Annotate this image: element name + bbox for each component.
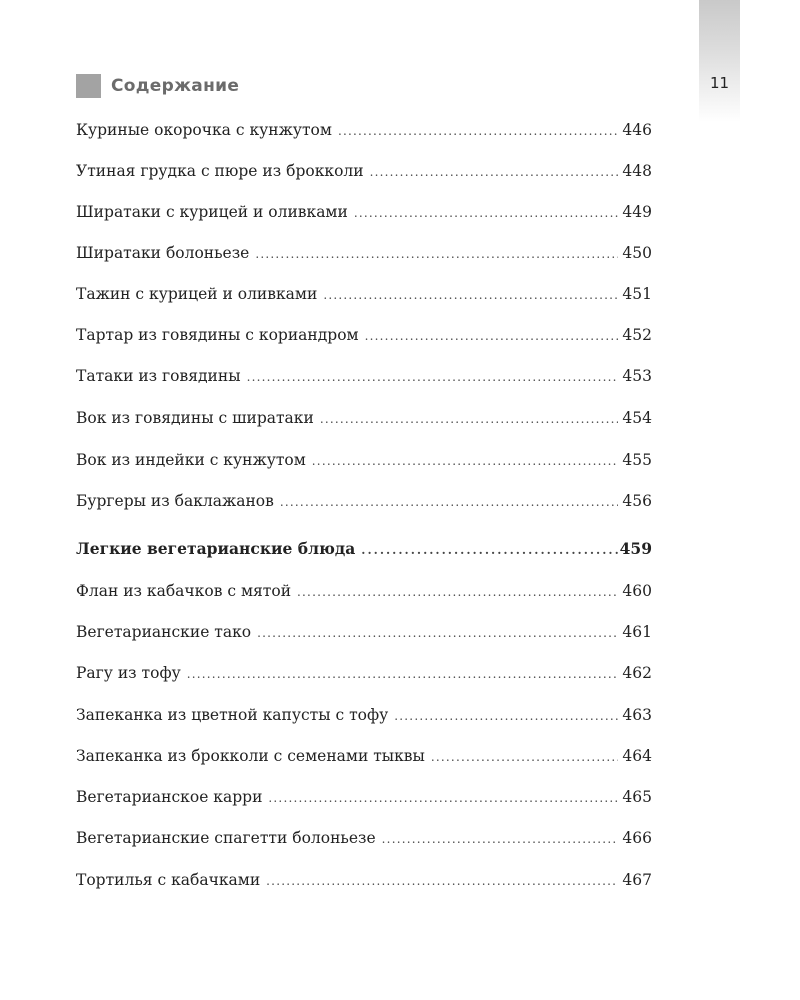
toc-entry-title: Ширатаки с курицей и оливками [76,203,348,221]
toc-entry-title: Бургеры из баклажанов [76,492,274,510]
toc-section-title: Легкие вегетарианские блюда [76,539,356,558]
header-square-icon [76,74,101,98]
toc-leader-dots [394,706,618,726]
toc-entry-page: 455 [622,451,652,469]
toc-entry[interactable] [76,787,652,807]
toc-entry-page: 452 [622,326,652,344]
toc-entry-title: Тажин с курицей и оливками [76,285,318,303]
toc-leader-dots [266,871,618,891]
toc-entry-title: Тортилья с кабачками [76,871,261,889]
toc-leader-dots [431,747,619,767]
toc-entry-title: Вок из говядины с ширатаки [76,409,314,427]
toc-entry-title: Вегетарианские тако [76,623,252,641]
toc-leader-dots [297,582,618,602]
toc-entry[interactable] [76,870,652,890]
page-tab-marker [699,0,740,122]
toc-leader-dots [280,492,619,512]
toc-entry-page: 453 [622,367,652,385]
toc-entry[interactable] [76,705,652,725]
toc-entry[interactable] [76,746,652,766]
toc-leader-dots [257,623,618,643]
toc-leader-dots [268,788,618,808]
toc-entry-page: 465 [622,788,652,806]
toc-entry-title: Рагу из тофу [76,664,181,682]
toc-entry-page: 446 [622,121,652,139]
toc-entry-page: 464 [622,747,652,765]
toc-entry-title: Флан из кабачков с мятой [76,582,292,600]
toc-entry[interactable] [76,450,652,470]
toc-entry-title: Запеканка из цветной капусты с тофу [76,706,389,724]
toc-entry[interactable] [76,828,652,848]
toc-entry[interactable] [76,120,652,140]
toc-entry-title: Вок из индейки с кунжутом [76,451,306,469]
toc-entry-page: 448 [622,162,652,180]
toc-entry-title: Тартар из говядины с кориандром [76,326,359,344]
toc-entry-page: 456 [622,492,652,510]
toc-leader-dots [382,829,619,849]
toc-entry-page: 462 [622,664,652,682]
toc-leader-dots [361,540,619,560]
toc-leader-dots [338,121,618,141]
toc-leader-dots [365,326,619,346]
toc-entry-title: Вегетарианское карри [76,788,263,806]
page-title: Содержание [111,76,240,96]
toc-leader-dots [247,367,619,387]
toc-entry-page: 461 [622,623,652,641]
toc-entry-title: Ширатаки болоньезе [76,244,250,262]
toc-entry[interactable] [76,325,652,345]
toc-entry-title: Вегетарианские спагетти болоньезе [76,829,376,847]
toc-entry-page: 454 [622,409,652,427]
toc-entry-page: 460 [622,582,652,600]
toc-header [76,74,239,98]
toc-leader-dots [354,203,619,223]
toc-leader-dots [323,285,618,305]
toc-leader-dots [370,162,619,182]
toc-entry-page: 466 [622,829,652,847]
toc-entry[interactable] [76,202,652,222]
toc-entry[interactable] [76,581,652,601]
toc-entry[interactable] [76,161,652,181]
toc-entry-title: Куриные окорочка с кунжутом [76,121,332,139]
toc-entry[interactable] [76,408,652,428]
toc-leader-dots [187,664,619,684]
toc-entry-page: 463 [622,706,652,724]
toc-entry[interactable] [76,491,652,511]
toc-section-entry[interactable] [76,539,652,559]
toc-entry[interactable] [76,366,652,386]
toc-entry-page: 451 [622,285,652,303]
toc-entry[interactable] [76,663,652,683]
toc-entry[interactable] [76,622,652,642]
toc-entry-page: 449 [622,203,652,221]
toc-leader-dots [320,409,619,429]
toc-entry-page: 467 [622,871,652,889]
toc-entry[interactable] [76,284,652,304]
toc-section-page: 459 [619,539,652,558]
toc-entry-title: Татаки из говядины [76,367,241,385]
toc-leader-dots [255,244,618,264]
toc-entry[interactable] [76,243,652,263]
toc-entry-title: Запеканка из брокколи с семенами тыквы [76,747,425,765]
page-number: 11 [709,74,730,92]
toc-leader-dots [312,451,619,471]
toc-entry-page: 450 [622,244,652,262]
toc-entry-title: Утиная грудка с пюре из брокколи [76,162,364,180]
